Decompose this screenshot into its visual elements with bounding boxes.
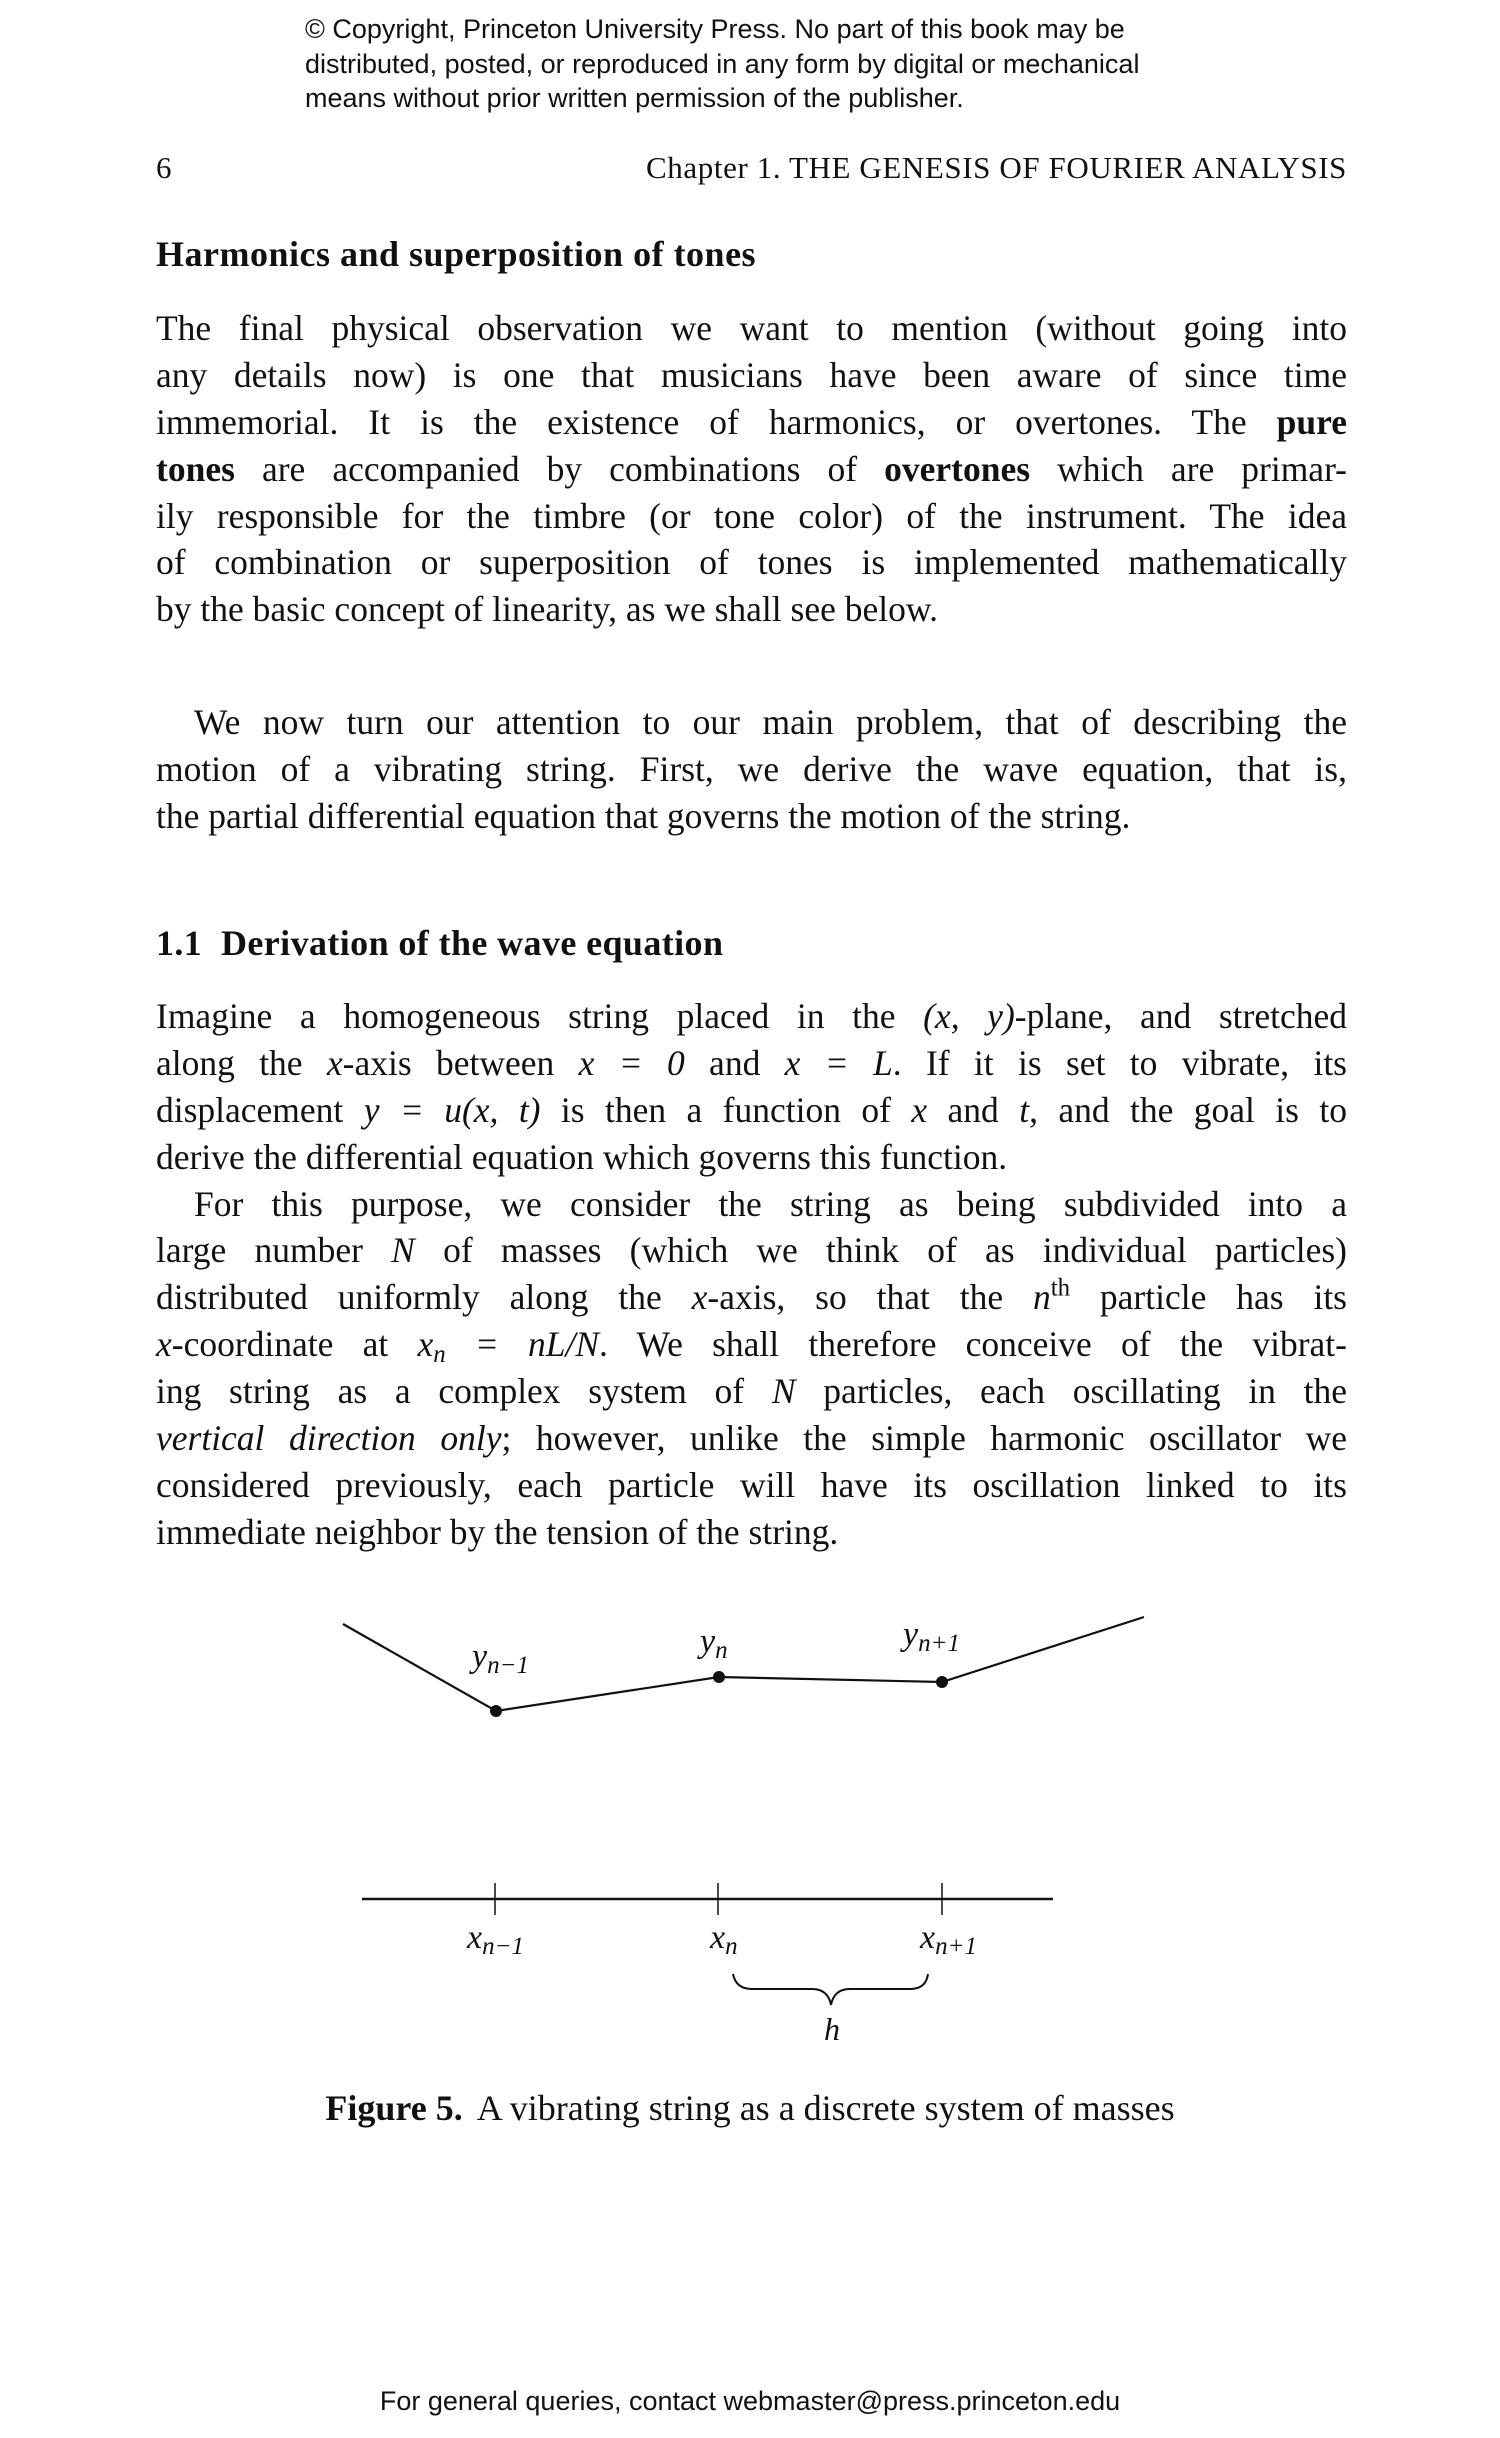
text-line: [156, 1040, 1347, 1087]
math-expression: y = u(x, t): [363, 1089, 541, 1130]
section-number: 1.1: [156, 923, 203, 963]
math-expression: n: [1032, 1277, 1051, 1318]
text-line: We now turn our attention to our main problem, that of describing the: [194, 702, 1347, 742]
text-line: [156, 1415, 1347, 1462]
text-line: the partial differential equation that governs the motion of the string.: [156, 795, 1131, 836]
math-expression: = nL/N: [445, 1324, 600, 1365]
text-span: large number: [156, 1230, 392, 1271]
bold-term: pure: [1276, 401, 1347, 442]
figure-caption-text: A vibrating string as a discrete system of masses: [476, 2088, 1175, 2128]
paragraph-derivation: [156, 993, 1347, 1556]
text-line: [156, 1274, 1347, 1321]
text-span: Imagine a homogeneous string placed in the: [156, 996, 924, 1036]
copyright-line: © Copyright, Princeton University Press. No part of this book may be: [305, 14, 1125, 44]
math-expression: x: [691, 1277, 708, 1318]
text-span: of masses (which we think of as individual particles): [414, 1230, 1348, 1271]
text-span: displacement: [156, 1089, 364, 1130]
text-span: ; however, unlike the simple harmonic oscillator we: [501, 1418, 1347, 1459]
text-span: immemorial. It is the existence of harmonics, or overtones. The: [156, 401, 1277, 442]
section-title: Derivation of the wave equation: [221, 923, 724, 963]
label-x-n-plus-1: xn+1: [920, 1919, 977, 1960]
label-y-n-plus-1: yn+1: [903, 1616, 960, 1657]
footer-contact: [0, 2386, 1500, 2417]
copyright-line: means without prior written permission of the publisher.: [305, 83, 964, 113]
math-expression: N: [391, 1230, 415, 1271]
text-span: -plane, and stretched: [1014, 996, 1347, 1036]
text-line: ily responsible for the timbre (or tone color) of the instrument. The idea: [156, 495, 1347, 536]
label-x-n: xn: [710, 1919, 738, 1960]
text-line: [156, 993, 1347, 1040]
bold-term: overtones: [884, 448, 1031, 489]
text-line: [156, 1321, 1347, 1368]
math-expression: x: [417, 1324, 434, 1365]
text-span: are accompanied by combinations of: [261, 448, 885, 489]
text-span: distributed uniformly along the: [156, 1277, 692, 1318]
copyright-line: distributed, posted, or reproduced in any form by digital or mechanical: [305, 48, 1140, 79]
section-heading: [156, 922, 723, 964]
text-line: by the basic concept of linearity, as we shall see below.: [156, 589, 939, 630]
subscript: n: [433, 1341, 446, 1369]
text-line: [156, 399, 1347, 446]
math-expression: t: [1019, 1089, 1030, 1130]
paragraph-intro: [156, 699, 1347, 840]
text-span: -axis between: [342, 1042, 579, 1083]
page-number: 6: [156, 150, 172, 185]
label-y-n-minus-1: yn−1: [472, 1638, 529, 1679]
math-expression: x = 0: [578, 1042, 685, 1083]
text-line: motion of a vibrating string. First, we derive the wave equation, that is,: [156, 748, 1347, 789]
math-expression: x: [326, 1042, 343, 1083]
text-span: particles, each oscillating in the: [795, 1371, 1347, 1412]
text-span: ing string as a complex system of: [156, 1371, 772, 1412]
text-line: [156, 1087, 1347, 1134]
underbrace: [733, 1974, 928, 2005]
text-line: The final physical observation we want to mention (without going into: [156, 308, 1347, 348]
label-h: h: [824, 2011, 840, 2047]
running-head: [156, 150, 1347, 190]
text-line: immediate neighbor by the tension of the string.: [156, 1511, 839, 1552]
superscript: th: [1050, 1274, 1071, 1302]
text-line: considered previously, each particle will have its oscillation linked to its: [156, 1464, 1347, 1505]
mass-point: [936, 1676, 948, 1688]
text-line: [156, 1368, 1347, 1415]
chapter-title: Chapter 1. THE GENESIS OF FOURIER ANALYSIS: [646, 150, 1347, 185]
text-span: particle has its: [1070, 1277, 1347, 1318]
emphasis: vertical direction only: [156, 1418, 502, 1459]
text-span: -coordinate at: [171, 1324, 418, 1365]
text-span: , and the goal is to: [1029, 1089, 1347, 1130]
subsection-heading: Harmonics and superposition of tones: [156, 234, 757, 274]
text-span: along the: [156, 1042, 327, 1083]
math-expression: (x, y): [923, 996, 1015, 1036]
math-expression: x = L: [784, 1042, 893, 1083]
figure-label: Figure 5.: [325, 2088, 463, 2128]
text-span: is then a function of: [540, 1089, 912, 1130]
label-x-n-minus-1: xn−1: [467, 1919, 524, 1960]
text-line: derive the differential equation which governs this function.: [156, 1136, 1008, 1177]
text-span: and: [927, 1089, 1020, 1130]
text-line: [156, 446, 1347, 493]
copyright-notice: [305, 12, 1245, 116]
text-span: -axis, so that the: [707, 1277, 1033, 1318]
math-expression: x: [156, 1324, 172, 1365]
label-y-n: yn: [700, 1623, 728, 1664]
text-line: of combination or superposition of tones is implemented mathematically: [156, 542, 1347, 583]
text-span: which are primar-: [1030, 448, 1347, 489]
mass-point: [490, 1705, 502, 1717]
bold-term: tones: [156, 448, 235, 489]
math-expression: N: [771, 1371, 796, 1412]
text-span: . If it is set to vibrate, its: [892, 1042, 1347, 1083]
text-line: any details now) is one that musicians have been aware of since time: [156, 354, 1347, 395]
footer-text: For general queries, contact webmaster@press.princeton.edu: [379, 2386, 1121, 2416]
string-line: [343, 1617, 1144, 1711]
text-line: [156, 1227, 1347, 1274]
text-span: . We shall therefore conceive of the vibrat-: [599, 1324, 1347, 1365]
math-expression: x: [911, 1089, 928, 1130]
mass-point: [713, 1671, 725, 1683]
text-span: and: [684, 1042, 785, 1083]
figure-caption: [0, 2087, 1500, 2129]
paragraph-harmonics: [156, 305, 1347, 633]
text-line: For this purpose, we consider the string as being subdivided into a: [194, 1183, 1347, 1224]
